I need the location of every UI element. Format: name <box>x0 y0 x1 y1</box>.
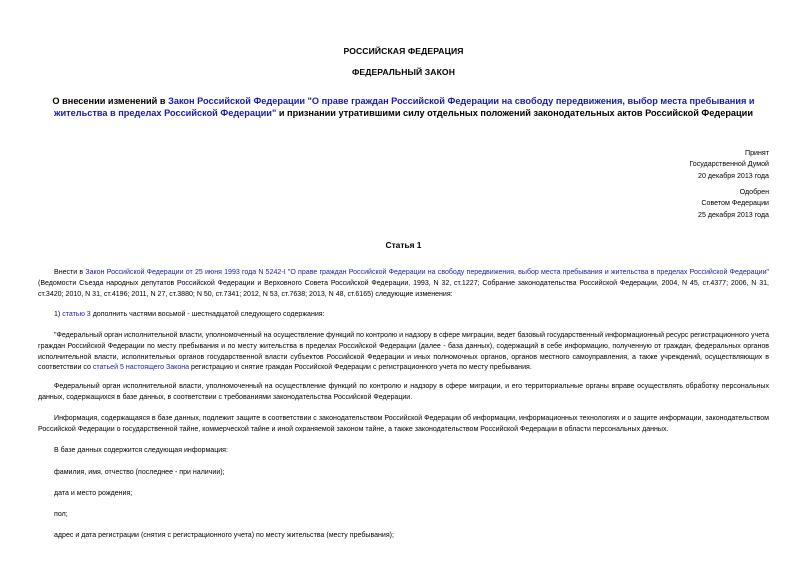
list-item-birth: дата и место рождения; <box>54 490 133 497</box>
list-item-gender: пол; <box>54 511 68 518</box>
article-3-link[interactable]: статью 3 <box>62 311 91 318</box>
list-item-address: адрес и дата регистрации (снятия с регистрационного учета) по месту жительства (месту пребывания); <box>54 532 394 539</box>
council-body: Советом Федерации <box>701 199 769 208</box>
item-1-suffix: дополнить частями восьмой - шестнадцатой следующего содержания: <box>90 311 325 318</box>
article-5-link[interactable]: статьей 5 настоящего Закона <box>92 364 190 372</box>
article-heading: Статья 1 <box>385 240 422 250</box>
council-status: Одобрен <box>739 188 769 196</box>
duma-body: Государственной Думой <box>689 160 769 169</box>
database-text: "Федеральный орган исполнительной власти, уполномоченный на осуществление функций по контролю и надзору в сфере миграции, ведет базовый государственный информационный ресурс регистрационного учета граждан Российской Федерации по месту пребывания и по месту жительства в пределах Российской Федерации (далее - база данных), содержащий в себе информацию, полученную от граждан, федеральных органов исполнительной власти, исполнительных органов государственной власти субъектов Российской Федерации и иных полномочных органов, органов местного самоуправления, а также учреждений, осуществляющих в соответствии со <box>38 332 769 372</box>
paragraph-processing: Федеральный орган исполнительной власти, уполномоченный на осуществление функций по контролю и надзору в сфере миграции, и его территориальные органы вправе осуществлять обработку персональных данных, содержащихся в базе данных, в соответствии с требованиями законодательства Российской Федерации. <box>38 383 769 401</box>
title-prefix: О внесении изменений в <box>52 96 169 106</box>
council-approval-block <box>519 187 769 221</box>
list-item-name: фамилия, имя, отчество (последнее - при наличии); <box>54 469 225 476</box>
duma-adoption-block <box>519 148 769 182</box>
database-text-end: регистрацию и снятие граждан Российской Федерации с регистрационного учета по месту пребывания. <box>189 364 532 372</box>
country-heading: РОССИЙСКАЯ ФЕДЕРАЦИЯ <box>343 46 464 56</box>
paragraph-item-1 <box>38 310 769 321</box>
duma-status: Принят <box>744 149 769 157</box>
council-date: 25 декабря 2013 года <box>698 210 769 219</box>
paragraph-database <box>38 331 769 374</box>
paragraph-protection: Информация, содержащаяся в базе данных, подлежит защите в соответствии с законодательством Российской Федерации об информации, информационных технологиях и о защите информации, законодательством Российской Федерации о государственной тайне, коммерческой тайне и иной охраняемой законом тайне, а также законодательством Российской Федерации в области персональных данных. <box>38 415 769 433</box>
intro-suffix: (Ведомости Съезда народных депутатов Российской Федерации и Верховного Совета Российской Федерации, 1993, N 32, ст.1227; Собрание законодательства Российской Федерации, 2004, N 45, ст.4377; 2006, N 31, ст.3420; 2010, N 31, ст.4196; 2011, N 27, ст.3880; N 50, ст.7341; 2012, N 53, ст.7638; 2013, N 48, ст.6165) следующие изменения: <box>38 279 769 298</box>
intro-law-link[interactable]: Закон Российской Федерации от 25 июня 1993 года N 5242-I "О праве граждан Российской Федерации на свободу передвижения, выбор места пребывания и жительства в пределах Российской Федерации" <box>85 269 770 276</box>
law-type-heading: ФЕДЕРАЛЬНЫЙ ЗАКОН <box>351 67 456 77</box>
law-title <box>30 95 777 119</box>
duma-date: 20 декабря 2013 года <box>698 171 769 180</box>
paragraph-intro <box>38 268 769 300</box>
intro-prefix: Внести в <box>54 269 86 276</box>
title-suffix: и признании утратившими силу отдельных положений законодательных актов Российской Федерации <box>276 108 753 118</box>
item-1-prefix: 1) <box>54 311 63 318</box>
paragraph-contents: В базе данных содержится следующая информация: <box>54 447 228 454</box>
title-law-link[interactable]: Закон Российской Федерации "О праве граждан Российской Федерации на свободу передвижения, выбор места пребывания и жительства в пределах Российской Федерации" <box>54 96 755 118</box>
